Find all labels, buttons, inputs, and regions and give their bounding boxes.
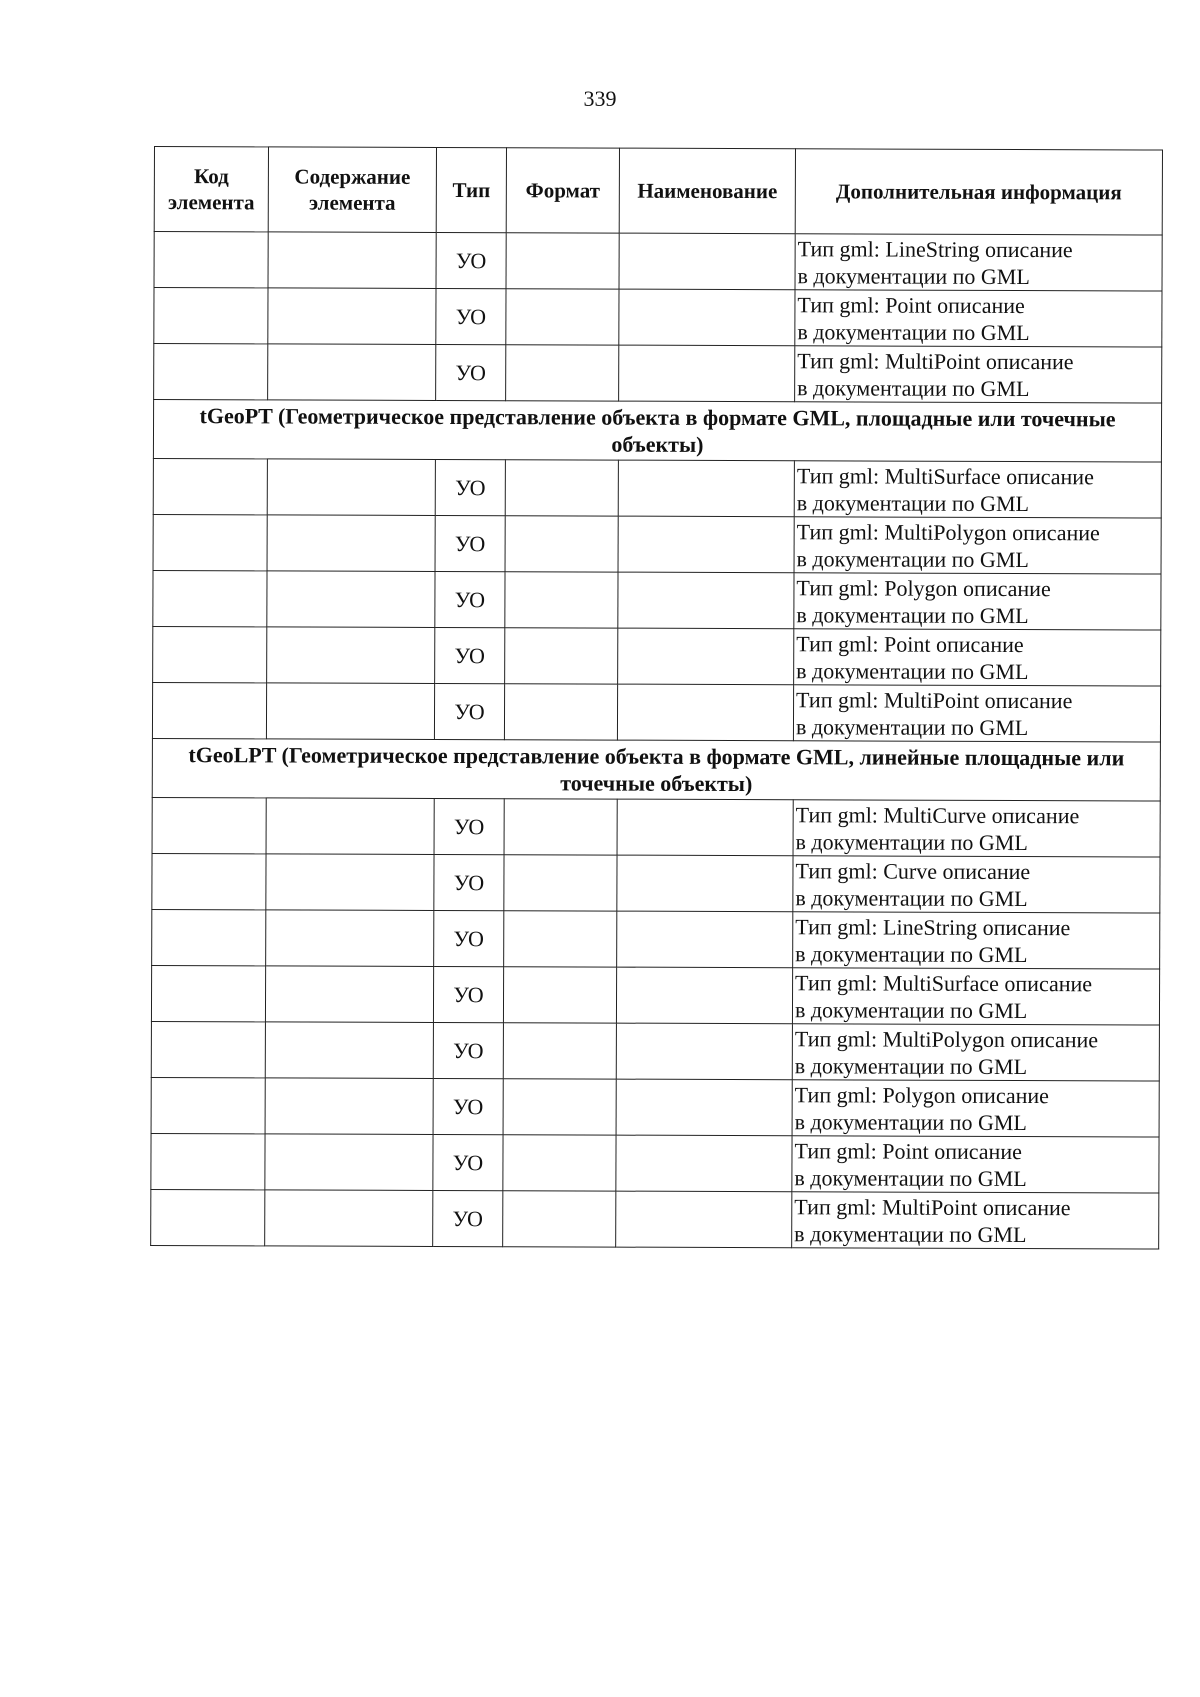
info-line-reference: в документации по GML <box>796 658 1029 685</box>
info-line-reference: в документации по GML <box>794 1053 1028 1080</box>
cell-name <box>618 628 794 685</box>
cell-name <box>616 1135 792 1192</box>
cell-code <box>151 1189 265 1245</box>
cell-type: УО <box>436 232 506 288</box>
header-code: Код элемента <box>154 147 268 232</box>
info-line-type: Тип gml: MultiPoint описание <box>794 1194 1071 1221</box>
cell-format <box>505 460 618 516</box>
cell-code <box>153 570 267 626</box>
cell-code <box>153 514 267 570</box>
cell-type: УО <box>435 627 505 683</box>
info-line-reference: в документации по GML <box>796 546 1029 573</box>
cell-name <box>619 233 795 290</box>
cell-content <box>268 344 436 401</box>
cell-content <box>265 966 433 1023</box>
cell-name <box>618 460 794 517</box>
cell-info <box>795 234 1162 291</box>
cell-code <box>153 458 267 514</box>
cell-format <box>504 799 617 855</box>
table-row <box>152 682 1160 742</box>
header-format: Формат <box>506 148 619 233</box>
cell-name <box>616 1023 792 1080</box>
info-line-type: Тип gml: MultiPolygon описание <box>794 1026 1099 1053</box>
info-line-reference: в документации по GML <box>795 885 1028 912</box>
table-row <box>153 626 1161 686</box>
cell-name <box>618 572 794 629</box>
header-row <box>154 147 1162 236</box>
table-row <box>151 1189 1159 1249</box>
cell-info <box>792 1136 1159 1193</box>
cell-info <box>793 856 1160 913</box>
table-row <box>153 458 1161 518</box>
info-line-type: Тип gml: Curve описание <box>795 858 1031 885</box>
cell-code <box>152 909 266 965</box>
cell-format <box>504 911 617 967</box>
table-row <box>151 1077 1159 1137</box>
cell-code <box>152 682 266 738</box>
cell-info <box>794 517 1161 574</box>
cell-content <box>268 232 436 289</box>
info-line-type: Тип gml: MultiCurve описание <box>795 802 1080 829</box>
table-row <box>154 232 1162 292</box>
cell-content <box>268 288 436 345</box>
table-row <box>152 797 1160 857</box>
info-line-type: Тип gml: Point описание <box>797 292 1025 319</box>
cell-content <box>265 1078 433 1135</box>
cell-content <box>266 798 434 855</box>
info-line-type: Тип gml: Polygon описание <box>794 1082 1050 1109</box>
cell-info <box>794 573 1161 630</box>
info-line-type: Тип gml: MultiPolygon описание <box>796 519 1100 546</box>
header-name: Наименование <box>619 148 795 234</box>
cell-format <box>503 1191 616 1247</box>
cell-content <box>265 1134 433 1191</box>
cell-type: УО <box>434 910 504 966</box>
cell-type: УО <box>436 288 506 344</box>
cell-type: УО <box>433 1134 503 1190</box>
table-body <box>151 232 1163 1250</box>
header-content: Содержание элемента <box>268 147 436 233</box>
page-number: 339 <box>583 86 617 111</box>
cell-content <box>265 1022 433 1079</box>
info-line-reference: в документации по GML <box>797 263 1030 290</box>
section-title: tGeoPT (Геометрическое представление объекта в формате GML, площадные или точечные объекты) <box>153 400 1161 463</box>
cell-format <box>504 855 617 911</box>
info-line-reference: в документации по GML <box>794 1165 1027 1192</box>
header-info: Дополнительная информация <box>795 149 1162 235</box>
info-line-type: Тип gml: Polygon описание <box>796 575 1051 602</box>
header-type: Тип <box>436 147 506 232</box>
info-line-reference: в документации по GML <box>794 1221 1027 1248</box>
cell-format <box>505 516 618 572</box>
table-row <box>152 909 1160 969</box>
table-row <box>151 1021 1159 1081</box>
info-line-reference: в документации по GML <box>797 375 1030 402</box>
cell-type: УО <box>434 683 504 739</box>
info-line-type: Тип gml: Point описание <box>796 631 1024 658</box>
cell-format <box>503 1079 616 1135</box>
cell-name <box>618 516 794 573</box>
cell-info <box>792 1192 1159 1249</box>
cell-type: УО <box>433 966 503 1022</box>
section-row <box>153 400 1161 463</box>
cell-info <box>794 461 1161 518</box>
cell-type: УО <box>433 1190 503 1246</box>
cell-type: УО <box>435 459 505 515</box>
cell-code <box>152 797 266 853</box>
table-row <box>152 853 1160 913</box>
cell-type: УО <box>434 854 504 910</box>
cell-content <box>266 683 434 740</box>
cell-info <box>795 346 1162 403</box>
cell-content <box>267 515 435 572</box>
cell-content <box>266 854 434 911</box>
cell-name <box>617 799 793 856</box>
cell-code <box>152 853 266 909</box>
elements-table <box>150 146 1163 1250</box>
cell-code <box>153 626 267 682</box>
cell-format <box>506 289 619 345</box>
cell-info <box>793 912 1160 969</box>
cell-code <box>154 344 268 400</box>
table-row <box>151 1133 1159 1193</box>
table-container <box>150 146 1162 1250</box>
info-line-reference: в документации по GML <box>795 714 1029 741</box>
cell-info <box>792 968 1159 1025</box>
info-line-reference: в документации по GML <box>796 490 1030 517</box>
cell-type: УО <box>435 571 505 627</box>
cell-name <box>616 1191 792 1248</box>
cell-format <box>505 628 618 684</box>
cell-info <box>792 1024 1159 1081</box>
cell-code <box>151 965 265 1021</box>
cell-content <box>266 910 434 967</box>
cell-name <box>619 345 795 402</box>
cell-content <box>265 1190 433 1247</box>
cell-info <box>795 290 1162 347</box>
cell-name <box>617 684 793 741</box>
cell-name <box>619 289 795 346</box>
cell-code <box>154 288 268 344</box>
cell-type: УО <box>436 344 506 400</box>
table-row <box>153 570 1161 630</box>
info-line-type: Тип gml: LineString описание <box>797 236 1073 263</box>
info-line-reference: в документации по GML <box>794 997 1028 1024</box>
cell-info <box>792 1080 1159 1137</box>
cell-info <box>793 800 1160 857</box>
info-line-reference: в документации по GML <box>795 941 1028 968</box>
cell-code <box>151 1021 265 1077</box>
info-line-type: Тип gml: MultiSurface описание <box>795 970 1093 997</box>
cell-format <box>505 572 618 628</box>
cell-content <box>267 627 435 684</box>
cell-name <box>616 967 792 1024</box>
info-line-type: Тип gml: Point описание <box>794 1138 1022 1165</box>
cell-name <box>617 911 793 968</box>
info-line-type: Тип gml: MultiPoint описание <box>797 348 1074 375</box>
table-row <box>153 514 1161 574</box>
info-line-type: Тип gml: LineString описание <box>795 914 1071 941</box>
cell-type: УО <box>433 1022 503 1078</box>
cell-code <box>154 232 268 288</box>
section-title: tGeoLPT (Геометрическое представление объекта в формате GML, линейные площадные или точечные объекты) <box>152 738 1160 801</box>
table-row <box>154 288 1162 348</box>
cell-name <box>617 855 793 912</box>
cell-code <box>151 1133 265 1189</box>
cell-type: УО <box>433 1078 503 1134</box>
info-line-reference: в документации по GML <box>797 319 1030 346</box>
table-row <box>151 965 1159 1025</box>
info-line-reference: в документации по GML <box>795 829 1028 856</box>
cell-type: УО <box>434 798 504 854</box>
cell-content <box>267 459 435 516</box>
cell-format <box>504 684 617 740</box>
info-line-reference: в документации по GML <box>794 1109 1027 1136</box>
cell-info <box>794 629 1161 686</box>
cell-name <box>616 1079 792 1136</box>
cell-content <box>267 571 435 628</box>
info-line-reference: в документации по GML <box>796 602 1029 629</box>
cell-format <box>503 1023 616 1079</box>
cell-format <box>503 1135 616 1191</box>
cell-type: УО <box>435 515 505 571</box>
cell-code <box>151 1077 265 1133</box>
info-line-type: Тип gml: MultiPoint описание <box>796 687 1073 714</box>
section-row <box>152 738 1160 801</box>
cell-format <box>506 345 619 401</box>
cell-format <box>506 233 619 289</box>
table-row <box>154 344 1162 404</box>
cell-info <box>793 685 1160 742</box>
cell-format <box>503 967 616 1023</box>
info-line-type: Тип gml: MultiSurface описание <box>796 463 1094 490</box>
